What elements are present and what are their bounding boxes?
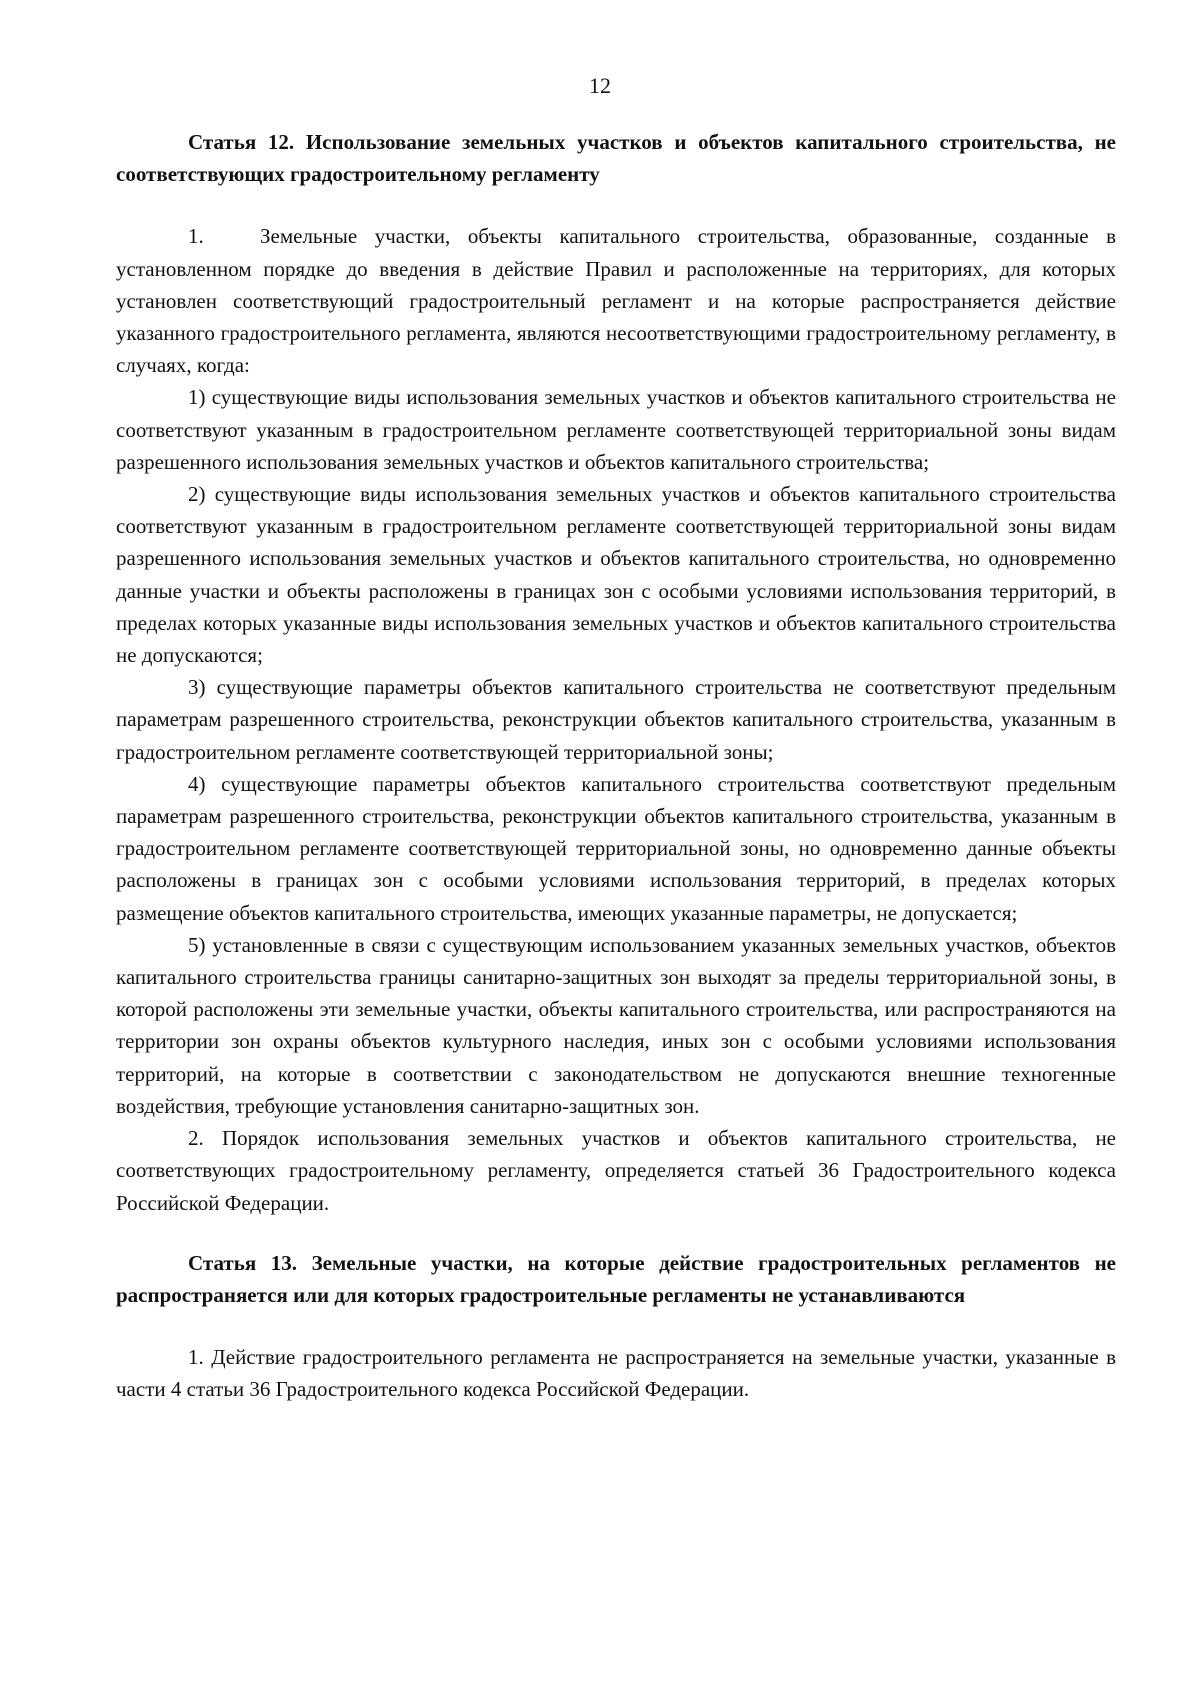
article-12-item-1: 1) существующие виды использования земельных участков и объектов капитального строительства не соответствуют указанным в градостроительном регламенте соответствующей территориальной зоны видам разрешенного использования земельных участков и объектов капитального строительства; — [116, 385, 1116, 474]
page-number: 12 — [589, 73, 611, 98]
article-13-paragraph-1: 1. Действие градостроительного регламента не распространяется на земельные участки, указанные в части 4 статьи 36 Градостроительного кодекса Российской Федерации. — [116, 1345, 1116, 1402]
document-body — [116, 126, 1116, 1406]
article-12-title: Статья 12. Использование земельных участков и объектов капитального строительства, не соответствующих градостроительному регламенту — [116, 130, 1116, 187]
paragraph-text: Земельные участки, объекты капитального строительства, образованные, созданные в установленном порядке до введения в действие Правил и расположенные на территориях, для которых установлен соответствующий градостроительный регламент и на которые распространяется действие указанного градостроительного регламента, являются несоответствующими градостроительному регламенту, в случаях, когда: — [116, 224, 1116, 378]
article-12-item-4: 4) существующие параметры объектов капитального строительства соответствуют предельным параметрам разрешенного строительства, реконструкции объектов капитального строительства, указанным в градостроительном регламенте соответствующей территориальной зоны, но одновременно данные объекты расположены в границах зон с особыми условиями использования территорий, в пределах которых размещение объектов капитального строительства, имеющих указанные параметры, не допускается; — [116, 771, 1116, 925]
article-13-title: Статья 13. Земельные участки, на которые действие градостроительных регламентов не распространяется или для которых градостроительные регламенты не устанавливаются — [116, 1250, 1116, 1307]
spacer — [116, 1219, 1116, 1247]
article-12-paragraph-2: 2. Порядок использования земельных участков и объектов капитального строительства, не соответствующих градостроительному регламенту, определяется статьей 36 Градостроительного кодекса Российской Федерации. — [116, 1126, 1116, 1215]
article-12-item-2: 2) существующие виды использования земельных участков и объектов капитального строительства соответствуют указанным в градостроительном регламенте соответствующей территориальной зоны видам разрешенного использования земельных участков и объектов капитального строительства, но одновременно данные участки и объекты расположены в границах зон с особыми условиями использования территорий, в пределах которых указанные виды использования земельных участков и объектов капитального строительства не допускаются; — [116, 482, 1116, 668]
article-12-item-5: 5) установленные в связи с существующим использованием указанных земельных участков, объектов капитального строительства границы санитарно-защитных зон выходят за пределы территориальной зоны, в которой расположены эти земельные участки, объекты капитального строительства, или распространяются на территории зон охраны объектов культурного наследия, иных зон с особыми условиями использования территорий, на которые в соответствии с законодательством не допускаются внешние техногенные воздействия, требующие установления санитарно-защитных зон. — [116, 932, 1116, 1118]
spacer — [116, 190, 1116, 220]
spacer — [116, 1311, 1116, 1341]
paragraph-number: 1. — [188, 224, 204, 249]
article-12-paragraph-1 — [116, 220, 1116, 381]
article-12-item-3: 3) существующие параметры объектов капитального строительства не соответствуют предельным параметрам разрешенного строительства, реконструкции объектов капитального строительства, указанным в градостроительном регламенте соответствующей территориальной зоны; — [116, 675, 1116, 764]
